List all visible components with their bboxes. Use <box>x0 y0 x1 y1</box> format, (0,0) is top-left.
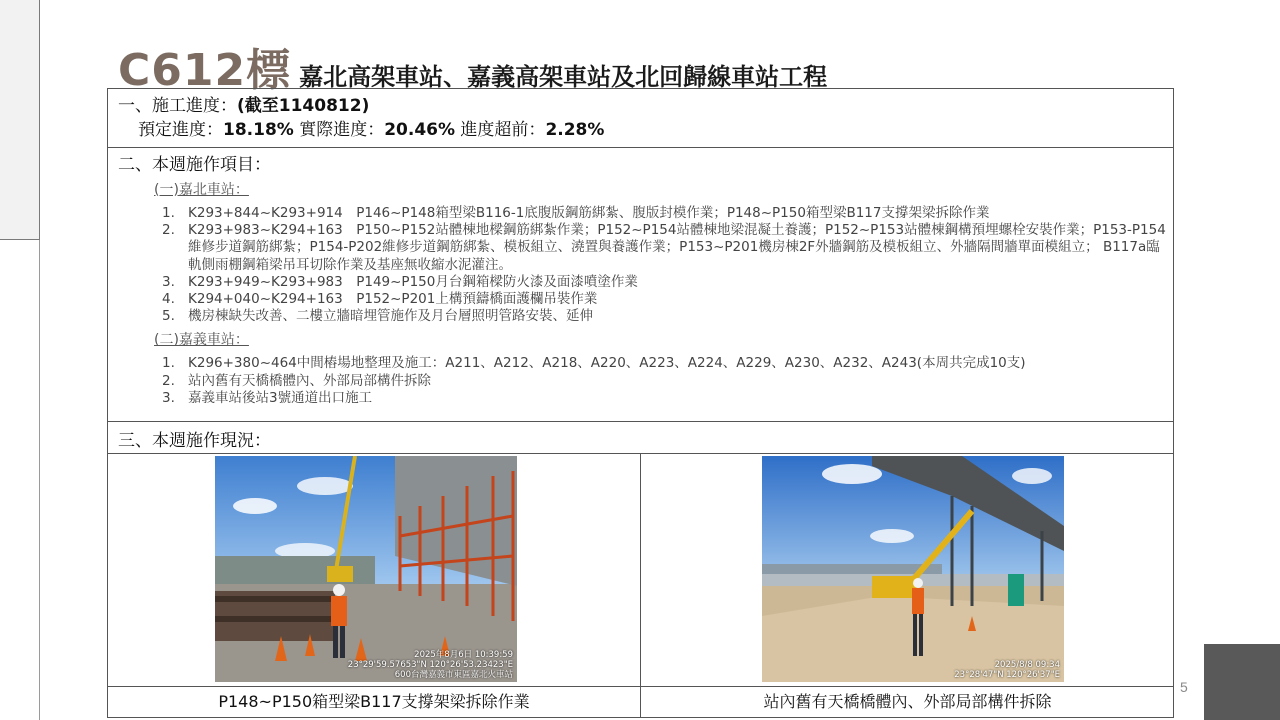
progress-heading <box>118 95 1158 117</box>
row-divider <box>108 421 1173 422</box>
list-item: 2. K293+983~K294+163 P150~P152站體棟地樑鋼筋綁紮作業；P152~P154站體棟地梁混凝土養護；P152~P153站體棟鋼構預埋螺栓安裝作業；P153-P154維修步道鋼筋綁紮；P154-P202維修步道鋼筋綁紮、模板組立、澆置與養護作業；P153~P201機房棟2F外牆鋼筋及模板組立、外牆隔間牆單面模組立； B117a臨軌側雨棚鋼箱梁吊耳切除作業及基座無收縮水泥灌注。 <box>162 222 1166 273</box>
project-name: 嘉北高架車站、嘉義高架車站及北回歸線車站工程 <box>299 63 828 91</box>
progress-date: (截至1140812) <box>237 96 370 116</box>
progress-section <box>118 95 1158 143</box>
photo-jiabei-stamp: 2025年8月6日 10:39:59 23°29'59.57653"N 120°26'53.23423"E 600台灣嘉義市東區嘉北火車站 <box>347 650 513 680</box>
weekly-items-heading: 二、本週施作項目： <box>118 155 271 175</box>
list-item: 1. K293+844~K293+914 P146~P148箱型梁B116-1底腹版鋼筋綁紮、腹版封模作業；P148~P150箱型梁B117支撐架梁拆除作業 <box>162 205 990 221</box>
column-divider <box>640 454 641 718</box>
chiayi-items-list <box>162 355 1173 407</box>
photo-chiayi-image <box>762 456 1064 682</box>
list-item: 2. 站內舊有天橋橋體內、外部局部構件拆除 <box>162 372 431 389</box>
content-table <box>107 88 1174 718</box>
list-item: 5. 機房棟缺失改善、二樓立牆暗埋管施作及月台層照明管路安裝、延伸 <box>162 308 593 325</box>
row-divider <box>108 147 1173 148</box>
site-status-heading: 三、本週施作現況： <box>118 431 271 451</box>
list-item: 3. 嘉義車站後站3號通道出口施工 <box>162 389 373 406</box>
photo-jiabei-image <box>215 456 517 682</box>
planned-label: 預定進度： <box>138 120 223 140</box>
site-photo-chiayi <box>762 456 1064 682</box>
progress-values <box>118 117 1158 143</box>
actual-value: 20.46% <box>384 120 456 140</box>
photo-chiayi-stamp: 2025/8/8 09:34 23°28'47"N 120°26'37"E <box>954 660 1060 680</box>
ahead-label: 進度超前： <box>455 120 546 140</box>
page-title <box>118 34 828 96</box>
contract-code: C612標 <box>118 45 292 96</box>
ahead-value: 2.28% <box>545 120 605 140</box>
page-number: 5 <box>1180 679 1188 695</box>
photo-jiabei-caption: P148~P150箱型梁B117支撐架梁拆除作業 <box>218 692 530 711</box>
corner-decoration <box>1204 644 1280 720</box>
list-item: 1. K296+380~464中間樁場地整理及施工：A211、A212、A218、A220、A223、A224、A229、A230、A232、A243(本周共完成10支) <box>162 355 1026 372</box>
left-side-tab <box>0 0 40 240</box>
planned-value: 18.18% <box>223 120 294 140</box>
weekly-items-section <box>118 153 1173 407</box>
list-item: 4. K294+040~K294+163 P152~P201上構預鑄橋面護欄吊裝作業 <box>162 291 598 308</box>
jiabei-station-heading: (一)嘉北車站： <box>154 182 249 198</box>
site-photo-jiabei <box>215 456 517 682</box>
chiayi-station-heading: (二)嘉義車站： <box>154 332 249 349</box>
progress-heading-label: 一、施工進度： <box>118 96 237 116</box>
list-item: 3. K293+949~K293+983 P149~P150月台鋼箱樑防火漆及面漆噴塗作業 <box>162 273 638 290</box>
photo-chiayi-caption: 站內舊有天橋橋體內、外部局部構件拆除 <box>763 692 1052 711</box>
actual-label: 實際進度： <box>293 120 385 140</box>
jiabei-items-list <box>162 205 1173 325</box>
